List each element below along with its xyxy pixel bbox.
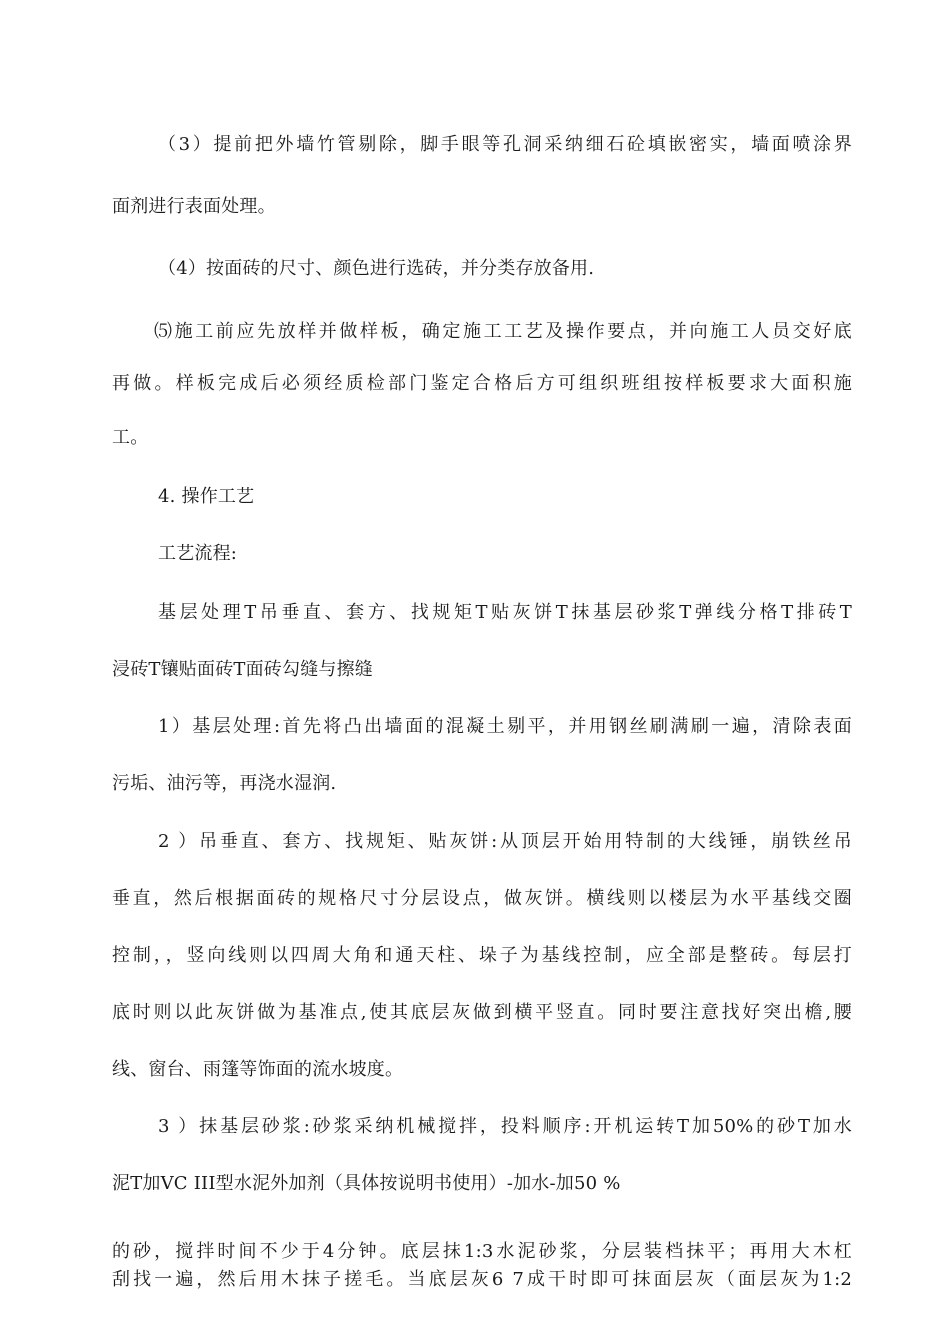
paragraph-line: 线、窗台、雨篷等饰面的流水坡度。: [112, 1059, 404, 1080]
paragraph-line: 的砂，搅拌时间不少于4分钟。底层抹1:3水泥砂浆，分层装档抹平；再用大木杠: [112, 1241, 852, 1262]
paragraph-line: 浸砖T镶贴面砖T面砖勾缝与擦缝: [112, 659, 374, 680]
paragraph-line: 污垢、油污等，再浇水湿润.: [112, 773, 337, 794]
paragraph-line: 面剂进行表面处理。: [112, 196, 276, 217]
paragraph-line: 控制，，竖向线则以四周大角和通天柱、垛子为基线控制，应全部是整砖。每层打: [112, 945, 852, 966]
paragraph-line: 1）基层处理:首先将凸出墙面的混凝土剔平，并用钢丝刷满刷一遍，清除表面: [158, 716, 852, 737]
paragraph-line: 工艺流程:: [158, 543, 238, 564]
paragraph-line: 底时则以此灰饼做为基准点,使其底层灰做到横平竖直。同时要注意找好突出檐,腰: [112, 1002, 852, 1023]
paragraph-line: 3 ）抹基层砂浆:砂浆采纳机械搅拌，投料顺序:开机运转T加50%的砂T加水: [158, 1116, 852, 1137]
paragraph-line: 泥T加VC III型水泥外加剂（具体按说明书使用）-加水-加50 %: [112, 1173, 621, 1194]
paragraph-line: 再做。样板完成后必须经质检部门鉴定合格后方可组织班组按样板要求大面积施: [112, 373, 852, 394]
paragraph-line: 垂直，然后根据面砖的规格尺寸分层设点，做灰饼。横线则以楼层为水平基线交圈: [112, 888, 852, 909]
paragraph-line: （4）按面砖的尺寸、颜色进行选砖，并分类存放备用.: [158, 258, 595, 279]
paragraph-line: （3）提前把外墙竹管剔除，脚手眼等孔洞采纳细石砼填嵌密实，墙面喷涂界: [158, 134, 852, 155]
paragraph-line: ⑸施工前应先放样并做样板，确定施工工艺及操作要点，并向施工人员交好底: [154, 321, 852, 342]
paragraph-line: 2 ）吊垂直、套方、找规矩、贴灰饼:从顶层开始用特制的大线锤，崩铁丝吊: [158, 831, 852, 852]
paragraph-line: 刮找一遍，然后用木抹子搓毛。当底层灰6 7成干时即可抹面层灰（面层灰为1:2: [112, 1269, 852, 1290]
paragraph-line: 工。: [112, 427, 149, 448]
section-heading: 4. 操作工艺: [158, 486, 255, 507]
paragraph-line: 基层处理T吊垂直、套方、找规矩T贴灰饼T抹基层砂浆T弹线分格T排砖T: [158, 602, 852, 623]
